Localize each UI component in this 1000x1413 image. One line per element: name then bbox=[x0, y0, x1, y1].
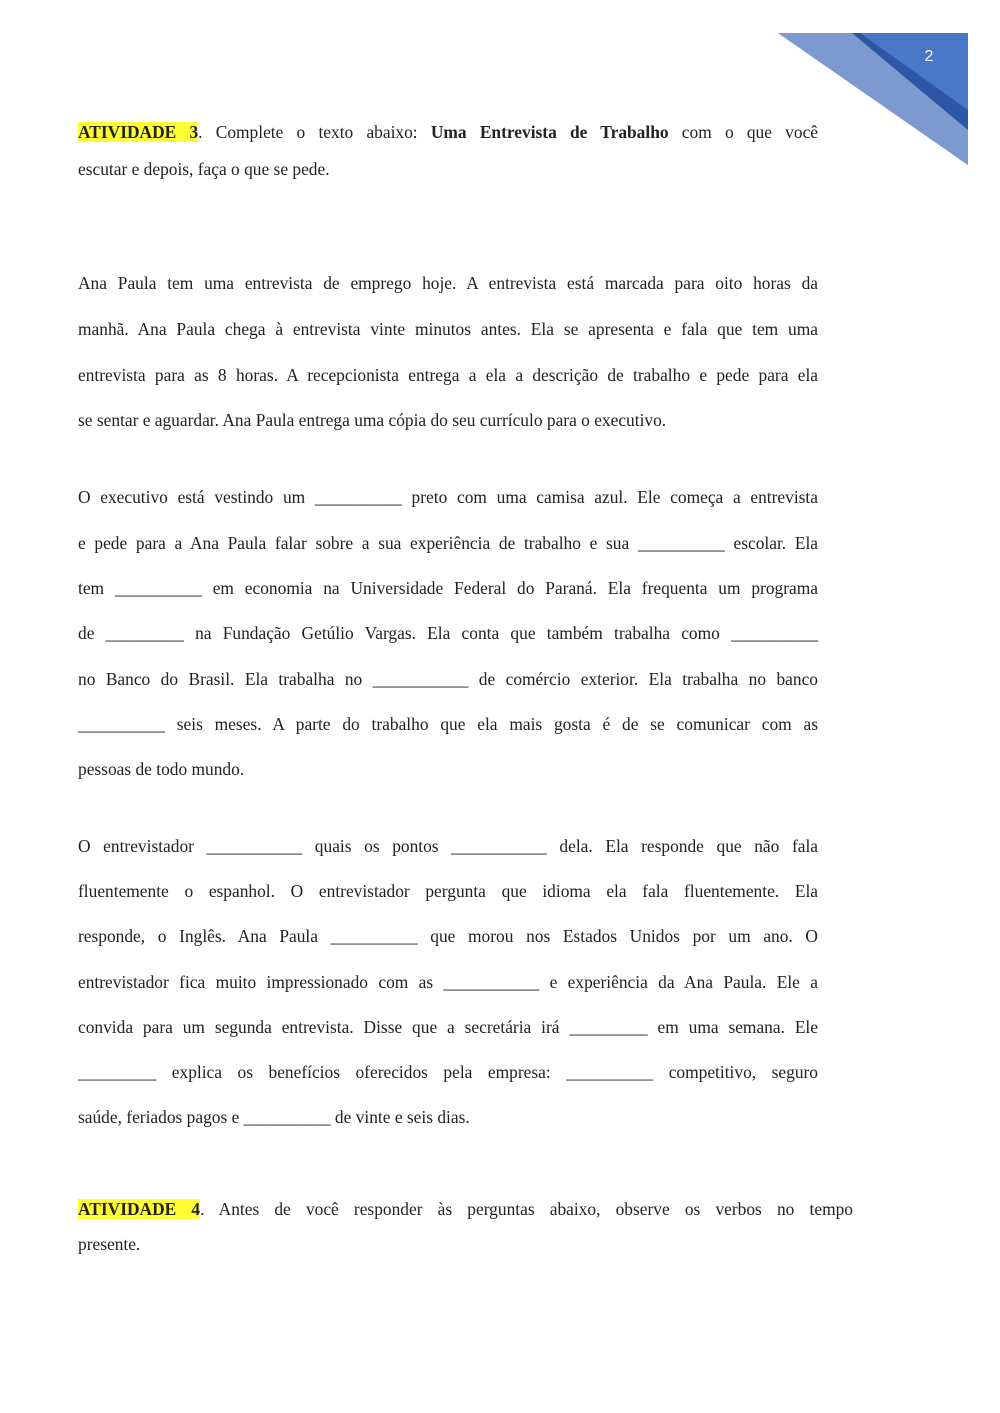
activity4-line1 bbox=[78, 1199, 853, 1220]
paragraph-1 bbox=[78, 273, 818, 443]
paragraph-2-line: __________ seis meses. A parte do trabalho que ela mais gosta é de se comunicar com as bbox=[78, 714, 818, 734]
paragraph-3-line: _________ explica os benefícios oferecidos pela empresa: __________ competitivo, seguro bbox=[78, 1062, 818, 1082]
paragraph-2 bbox=[78, 487, 818, 787]
activity3-line1 bbox=[78, 122, 818, 143]
activity3-heading bbox=[78, 122, 818, 192]
paragraph-3-line: entrevistador fica muito impressionado com as ___________ e experiência da Ana Paula. Ele a bbox=[78, 972, 818, 992]
paragraph-1-line: se sentar e aguardar. Ana Paula entrega uma cópia do seu currículo para o executivo. bbox=[78, 410, 667, 430]
paragraph-1-line: manhã. Ana Paula chega à entrevista vinte minutos antes. Ela se apresenta e fala que tem uma bbox=[78, 319, 818, 339]
paragraph-2-line: e pede para a Ana Paula falar sobre a sua experiência de trabalho e sua __________ escolar. Ela bbox=[78, 533, 818, 553]
paragraph-3-line: O entrevistador ___________ quais os pontos ___________ dela. Ela responde que não fala bbox=[78, 836, 818, 856]
paragraph-1-line: entrevista para as 8 horas. A recepcionista entrega a ela a descrição de trabalho e pede para ela bbox=[78, 365, 818, 385]
paragraph-3-line: fluentemente o espanhol. O entrevistador pergunta que idioma ela fala fluentemente. Ela bbox=[78, 881, 818, 901]
activity3-line2: escutar e depois, faça o que se pede. bbox=[78, 159, 330, 179]
activity3-text-a: . Complete o texto abaixo: bbox=[198, 122, 431, 142]
activity4-line2: presente. bbox=[78, 1234, 141, 1254]
activity4-heading bbox=[78, 1199, 853, 1269]
paragraph-3-line: responde, o Inglês. Ana Paula __________ que morou nos Estados Unidos por um ano. O bbox=[78, 926, 818, 946]
activity3-label: ATIVIDADE 3 bbox=[78, 122, 199, 142]
paragraph-2-line: pessoas de todo mundo. bbox=[78, 759, 245, 779]
page-number: 2 bbox=[924, 48, 934, 65]
paragraph-2-line: no Banco do Brasil. Ela trabalha no ___________ de comércio exterior. Ela trabalha no banco bbox=[78, 669, 818, 689]
paragraph-3-line: convida para um segunda entrevista. Disse que a secretária irá _________ em uma semana. Ele bbox=[78, 1017, 818, 1037]
paragraph-3-line: saúde, feriados pagos e __________ de vinte e seis dias. bbox=[78, 1107, 470, 1127]
activity4-label: ATIVIDADE 4 bbox=[78, 1199, 201, 1219]
activity4-text: . Antes de você responder às perguntas abaixo, observe os verbos no tempo bbox=[200, 1199, 853, 1219]
paragraph-3 bbox=[78, 836, 818, 1136]
activity3-title: Uma Entrevista de Trabalho bbox=[430, 122, 669, 142]
paragraph-2-line: O executivo está vestindo um __________ preto com uma camisa azul. Ele começa a entrevista bbox=[78, 487, 818, 507]
paragraph-2-line: de _________ na Fundação Getúlio Vargas. Ela conta que também trabalha como __________ bbox=[78, 623, 818, 643]
paragraph-2-line: tem __________ em economia na Universidade Federal do Paraná. Ela frequenta um programa bbox=[78, 578, 818, 598]
paragraph-1-line: Ana Paula tem uma entrevista de emprego hoje. A entrevista está marcada para oito horas da bbox=[78, 273, 818, 293]
activity3-text-b: com o que você bbox=[668, 122, 819, 142]
